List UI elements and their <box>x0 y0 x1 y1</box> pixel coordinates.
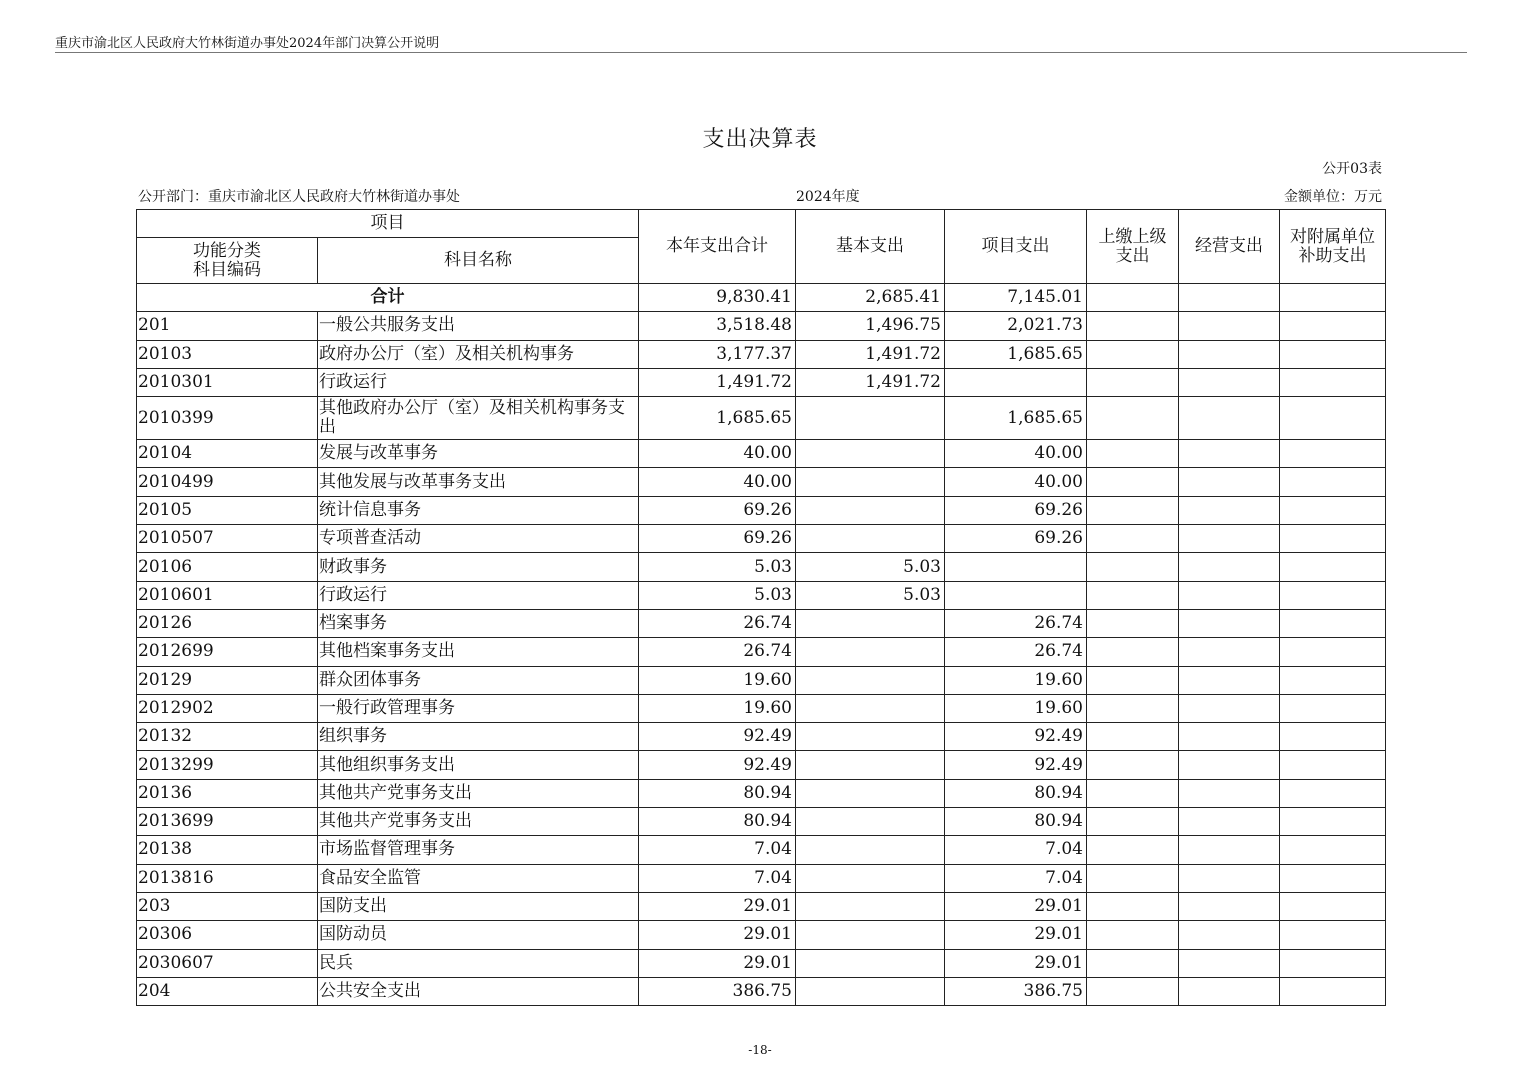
row-subsidy <box>1280 496 1386 524</box>
row-business <box>1179 779 1280 807</box>
row-name: 组织事务 <box>318 723 639 751</box>
header-code: 功能分类 科目编码 <box>137 238 318 284</box>
row-code: 2010301 <box>137 368 318 396</box>
row-name: 统计信息事务 <box>318 496 639 524</box>
table-row <box>137 864 1386 892</box>
row-business <box>1179 553 1280 581</box>
total-label: 合计 <box>137 284 639 312</box>
table-row <box>137 836 1386 864</box>
table-row <box>137 977 1386 1005</box>
row-project: 80.94 <box>945 779 1087 807</box>
row-upper <box>1087 397 1179 440</box>
row-project: 386.75 <box>945 977 1087 1005</box>
table-row <box>137 638 1386 666</box>
row-business <box>1179 609 1280 637</box>
row-upper <box>1087 496 1179 524</box>
row-basic: 5.03 <box>796 553 945 581</box>
expenditure-table <box>136 209 1386 1006</box>
row-code: 20104 <box>137 440 318 468</box>
row-business <box>1179 723 1280 751</box>
page-title: 支出决算表 <box>702 127 818 152</box>
row-code: 20306 <box>137 921 318 949</box>
table-row <box>137 525 1386 553</box>
header-basic: 基本支出 <box>796 210 945 284</box>
total-subsidy <box>1280 284 1386 312</box>
row-total: 3,177.37 <box>639 340 796 368</box>
row-code: 20106 <box>137 553 318 581</box>
row-upper <box>1087 312 1179 340</box>
row-upper <box>1087 892 1179 920</box>
row-basic <box>796 751 945 779</box>
row-code: 2013699 <box>137 808 318 836</box>
row-name: 一般行政管理事务 <box>318 694 639 722</box>
row-project <box>945 368 1087 396</box>
header-upper: 上缴上级 支出 <box>1087 210 1179 284</box>
row-business <box>1179 496 1280 524</box>
row-name: 公共安全支出 <box>318 977 639 1005</box>
table-row <box>137 440 1386 468</box>
row-basic <box>796 694 945 722</box>
row-upper <box>1087 553 1179 581</box>
row-business <box>1179 312 1280 340</box>
row-project: 29.01 <box>945 921 1087 949</box>
row-business <box>1179 977 1280 1005</box>
row-name: 一般公共服务支出 <box>318 312 639 340</box>
row-name: 行政运行 <box>318 581 639 609</box>
row-subsidy <box>1280 312 1386 340</box>
row-code: 2010499 <box>137 468 318 496</box>
row-basic <box>796 892 945 920</box>
row-subsidy <box>1280 977 1386 1005</box>
row-subsidy <box>1280 340 1386 368</box>
row-business <box>1179 694 1280 722</box>
row-project: 19.60 <box>945 694 1087 722</box>
document-header: 重庆市渝北区人民政府大竹林街道办事处2024年部门决算公开说明 <box>55 36 440 51</box>
row-business <box>1179 808 1280 836</box>
table-row <box>137 779 1386 807</box>
row-total: 1,685.65 <box>639 397 796 440</box>
row-code: 2010507 <box>137 525 318 553</box>
row-name: 民兵 <box>318 949 639 977</box>
header-rule <box>55 52 1467 53</box>
row-name: 食品安全监管 <box>318 864 639 892</box>
row-code: 2010399 <box>137 397 318 440</box>
row-upper <box>1087 581 1179 609</box>
row-basic <box>796 397 945 440</box>
row-project: 80.94 <box>945 808 1087 836</box>
row-name: 其他共产党事务支出 <box>318 808 639 836</box>
row-total: 26.74 <box>639 609 796 637</box>
row-basic: 1,491.72 <box>796 368 945 396</box>
row-subsidy <box>1280 553 1386 581</box>
table-row <box>137 751 1386 779</box>
fiscal-year: 2024年度 <box>796 189 860 205</box>
row-code: 204 <box>137 977 318 1005</box>
row-business <box>1179 921 1280 949</box>
row-upper <box>1087 836 1179 864</box>
row-code: 20138 <box>137 836 318 864</box>
row-upper <box>1087 779 1179 807</box>
row-business <box>1179 581 1280 609</box>
table-row <box>137 340 1386 368</box>
row-project: 92.49 <box>945 751 1087 779</box>
row-name: 财政事务 <box>318 553 639 581</box>
row-subsidy <box>1280 638 1386 666</box>
row-code: 2010601 <box>137 581 318 609</box>
row-project: 69.26 <box>945 496 1087 524</box>
total-sum: 9,830.41 <box>639 284 796 312</box>
row-business <box>1179 949 1280 977</box>
row-upper <box>1087 638 1179 666</box>
row-upper <box>1087 666 1179 694</box>
row-basic <box>796 977 945 1005</box>
row-basic <box>796 836 945 864</box>
table-row <box>137 312 1386 340</box>
row-basic: 5.03 <box>796 581 945 609</box>
row-upper <box>1087 864 1179 892</box>
row-subsidy <box>1280 921 1386 949</box>
table-row <box>137 553 1386 581</box>
table-row <box>137 808 1386 836</box>
row-project: 40.00 <box>945 440 1087 468</box>
row-total: 69.26 <box>639 525 796 553</box>
row-total: 92.49 <box>639 723 796 751</box>
row-code: 20105 <box>137 496 318 524</box>
row-subsidy <box>1280 808 1386 836</box>
row-total: 80.94 <box>639 808 796 836</box>
row-total: 1,491.72 <box>639 368 796 396</box>
row-project: 1,685.65 <box>945 397 1087 440</box>
header-subsidy: 对附属单位 补助支出 <box>1280 210 1386 284</box>
row-code: 20126 <box>137 609 318 637</box>
table-row <box>137 892 1386 920</box>
row-name: 国防动员 <box>318 921 639 949</box>
row-basic <box>796 949 945 977</box>
row-name: 其他档案事务支出 <box>318 638 639 666</box>
row-code: 2012699 <box>137 638 318 666</box>
table-row <box>137 468 1386 496</box>
row-name: 档案事务 <box>318 609 639 637</box>
table-row <box>137 694 1386 722</box>
row-upper <box>1087 368 1179 396</box>
row-code: 2012902 <box>137 694 318 722</box>
row-upper <box>1087 340 1179 368</box>
row-business <box>1179 340 1280 368</box>
row-total: 26.74 <box>639 638 796 666</box>
header-item: 项目 <box>137 210 639 238</box>
row-project: 2,021.73 <box>945 312 1087 340</box>
row-total: 386.75 <box>639 977 796 1005</box>
row-project: 69.26 <box>945 525 1087 553</box>
row-basic <box>796 808 945 836</box>
row-project: 40.00 <box>945 468 1087 496</box>
header-business: 经营支出 <box>1179 210 1280 284</box>
row-business <box>1179 864 1280 892</box>
row-subsidy <box>1280 694 1386 722</box>
row-project: 7.04 <box>945 864 1087 892</box>
row-subsidy <box>1280 581 1386 609</box>
row-code: 20136 <box>137 779 318 807</box>
row-subsidy <box>1280 525 1386 553</box>
row-subsidy <box>1280 666 1386 694</box>
row-basic <box>796 496 945 524</box>
row-total: 80.94 <box>639 779 796 807</box>
row-code: 2030607 <box>137 949 318 977</box>
row-name: 专项普查活动 <box>318 525 639 553</box>
row-code: 20129 <box>137 666 318 694</box>
row-total: 40.00 <box>639 468 796 496</box>
row-total: 19.60 <box>639 666 796 694</box>
row-name: 国防支出 <box>318 892 639 920</box>
header-name: 科目名称 <box>318 238 639 284</box>
table-row <box>137 368 1386 396</box>
row-basic <box>796 921 945 949</box>
row-basic <box>796 440 945 468</box>
row-subsidy <box>1280 368 1386 396</box>
table-row <box>137 949 1386 977</box>
row-code: 201 <box>137 312 318 340</box>
row-subsidy <box>1280 892 1386 920</box>
row-total: 5.03 <box>639 581 796 609</box>
row-upper <box>1087 949 1179 977</box>
row-total: 3,518.48 <box>639 312 796 340</box>
total-business <box>1179 284 1280 312</box>
row-project: 29.01 <box>945 949 1087 977</box>
total-basic: 2,685.41 <box>796 284 945 312</box>
row-subsidy <box>1280 864 1386 892</box>
row-total: 29.01 <box>639 892 796 920</box>
row-name: 群众团体事务 <box>318 666 639 694</box>
row-code: 2013816 <box>137 864 318 892</box>
row-basic: 1,496.75 <box>796 312 945 340</box>
row-upper <box>1087 808 1179 836</box>
table-row <box>137 723 1386 751</box>
row-code: 20103 <box>137 340 318 368</box>
row-upper <box>1087 525 1179 553</box>
row-upper <box>1087 468 1179 496</box>
table-row <box>137 609 1386 637</box>
row-basic: 1,491.72 <box>796 340 945 368</box>
header-project: 项目支出 <box>945 210 1087 284</box>
row-subsidy <box>1280 440 1386 468</box>
row-total: 7.04 <box>639 864 796 892</box>
page-number: -18- <box>748 1043 772 1057</box>
table-row <box>137 666 1386 694</box>
row-subsidy <box>1280 949 1386 977</box>
row-project: 7.04 <box>945 836 1087 864</box>
total-project: 7,145.01 <box>945 284 1087 312</box>
row-name: 其他共产党事务支出 <box>318 779 639 807</box>
row-subsidy <box>1280 397 1386 440</box>
row-subsidy <box>1280 751 1386 779</box>
row-project: 26.74 <box>945 638 1087 666</box>
row-name: 发展与改革事务 <box>318 440 639 468</box>
row-business <box>1179 397 1280 440</box>
row-code: 2013299 <box>137 751 318 779</box>
row-project: 92.49 <box>945 723 1087 751</box>
row-business <box>1179 468 1280 496</box>
row-total: 19.60 <box>639 694 796 722</box>
row-name: 政府办公厅（室）及相关机构事务 <box>318 340 639 368</box>
currency-unit: 金额单位：万元 <box>1284 189 1382 205</box>
row-name: 其他组织事务支出 <box>318 751 639 779</box>
header-total: 本年支出合计 <box>639 210 796 284</box>
row-business <box>1179 892 1280 920</box>
row-code: 203 <box>137 892 318 920</box>
table-row <box>137 496 1386 524</box>
row-basic <box>796 864 945 892</box>
row-name: 行政运行 <box>318 368 639 396</box>
row-business <box>1179 440 1280 468</box>
row-total: 69.26 <box>639 496 796 524</box>
row-upper <box>1087 921 1179 949</box>
row-project: 19.60 <box>945 666 1087 694</box>
row-project <box>945 553 1087 581</box>
row-upper <box>1087 694 1179 722</box>
row-subsidy <box>1280 836 1386 864</box>
row-name: 其他发展与改革事务支出 <box>318 468 639 496</box>
row-business <box>1179 638 1280 666</box>
row-business <box>1179 525 1280 553</box>
row-upper <box>1087 440 1179 468</box>
row-basic <box>796 723 945 751</box>
row-total: 40.00 <box>639 440 796 468</box>
table-row <box>137 397 1386 440</box>
row-total: 7.04 <box>639 836 796 864</box>
department-label: 公开部门：重庆市渝北区人民政府大竹林街道办事处 <box>138 189 460 205</box>
row-upper <box>1087 751 1179 779</box>
row-business <box>1179 751 1280 779</box>
row-name: 市场监督管理事务 <box>318 836 639 864</box>
row-name: 其他政府办公厅（室）及相关机构事务支出 <box>318 397 639 440</box>
row-project: 1,685.65 <box>945 340 1087 368</box>
row-project <box>945 581 1087 609</box>
row-basic <box>796 666 945 694</box>
row-business <box>1179 368 1280 396</box>
row-total: 5.03 <box>639 553 796 581</box>
total-row <box>137 284 1386 312</box>
row-basic <box>796 468 945 496</box>
row-project: 26.74 <box>945 609 1087 637</box>
row-upper <box>1087 723 1179 751</box>
row-total: 92.49 <box>639 751 796 779</box>
table-row <box>137 921 1386 949</box>
row-basic <box>796 638 945 666</box>
row-total: 29.01 <box>639 921 796 949</box>
row-subsidy <box>1280 723 1386 751</box>
total-upper <box>1087 284 1179 312</box>
table-code: 公开03表 <box>1322 161 1382 177</box>
table-row <box>137 581 1386 609</box>
row-upper <box>1087 977 1179 1005</box>
row-basic <box>796 779 945 807</box>
row-project: 29.01 <box>945 892 1087 920</box>
row-business <box>1179 666 1280 694</box>
row-upper <box>1087 609 1179 637</box>
row-subsidy <box>1280 779 1386 807</box>
row-total: 29.01 <box>639 949 796 977</box>
row-subsidy <box>1280 609 1386 637</box>
row-subsidy <box>1280 468 1386 496</box>
row-basic <box>796 609 945 637</box>
row-basic <box>796 525 945 553</box>
row-code: 20132 <box>137 723 318 751</box>
row-business <box>1179 836 1280 864</box>
